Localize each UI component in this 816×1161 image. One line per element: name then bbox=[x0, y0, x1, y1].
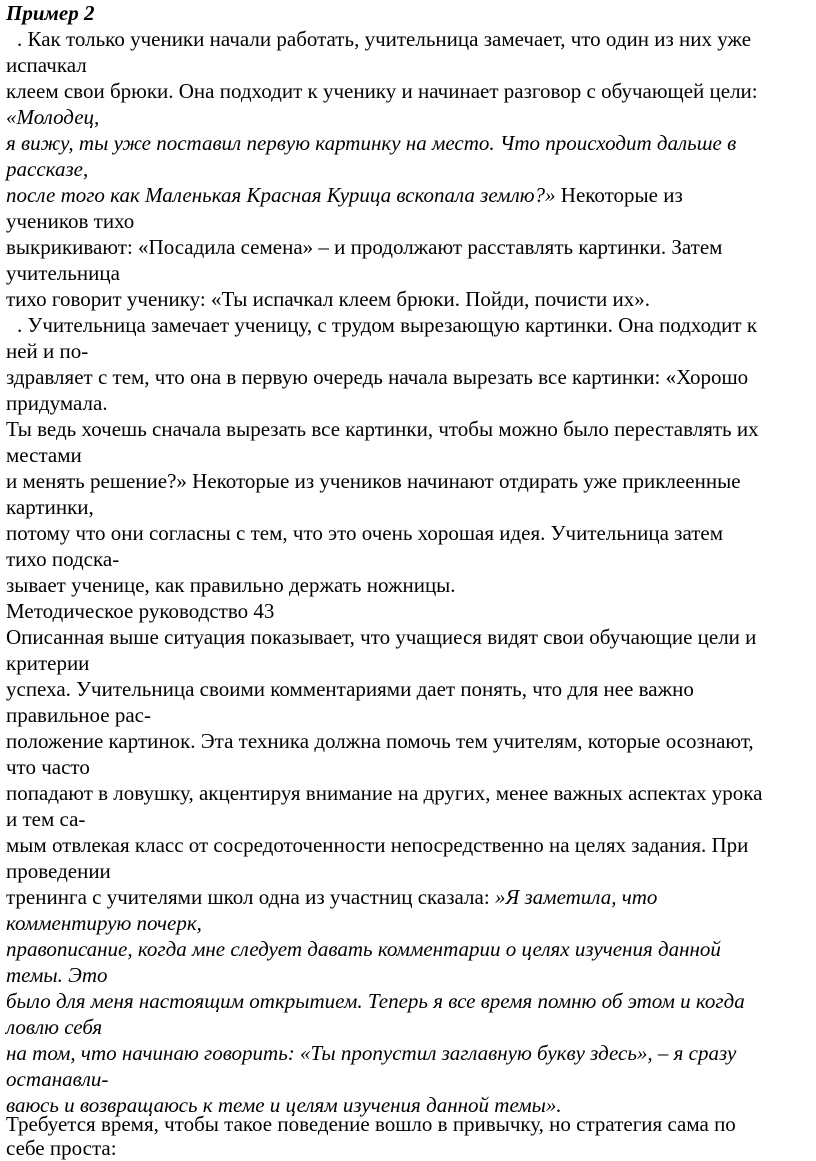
text-line bbox=[6, 182, 816, 208]
text-line-italic: ваюсь и возвращаюсь к теме и целям изучения данной темы». bbox=[6, 1093, 562, 1117]
text-line: правильное рас- bbox=[6, 703, 151, 727]
text-segment: тренинга с учителями школ одна из участниц сказала: bbox=[6, 885, 495, 909]
text-line-italic: правописание, когда мне следует давать комментарии о целях изучения данной bbox=[6, 937, 721, 961]
text-line-italic: рассказе, bbox=[6, 157, 89, 181]
text-line: потому что они согласны с тем, что это очень хорошая идея. Учительница затем bbox=[6, 521, 724, 545]
text-line-italic: темы. Это bbox=[6, 963, 108, 987]
text-line: Требуется время, чтобы такое поведение вошло в привычку, но стратегия сама по bbox=[6, 1112, 736, 1136]
text-line: . Учительница замечает ученицу, с трудом вырезающую картинки. Она подходит к bbox=[17, 313, 758, 337]
text-line: клеем свои брюки. Она подходит к ученику и начинает разговор с обучающей цели: bbox=[6, 79, 758, 103]
text-line-italic: я вижу, ты уже поставил первую картинку на место. Что происходит дальше в bbox=[6, 131, 737, 155]
text-line-italic: «Молодец, bbox=[6, 105, 100, 129]
example-heading: Пример 2 bbox=[6, 1, 95, 25]
text-line-italic: комментирую почерк, bbox=[6, 911, 202, 935]
text-line: тихо говорит ученику: «Ты испачкал клеем брюки. Пойди, почисти их». bbox=[6, 287, 651, 311]
text-line: что часто bbox=[6, 755, 90, 779]
text-line: и тем са- bbox=[6, 807, 86, 831]
text-line: положение картинок. Эта техника должна помочь тем учителям, которые осознают, bbox=[6, 729, 754, 753]
quote-italic: после того как Маленькая Красная Курица вскопала землю?» bbox=[6, 183, 556, 207]
text-line-italic: было для меня настоящим открытием. Теперь я все время помню об этом и когда bbox=[6, 989, 745, 1013]
text-line: картинки, bbox=[6, 495, 94, 519]
text-line: Ты ведь хочешь сначала вырезать все картинки, чтобы можно было переставлять их bbox=[6, 417, 759, 441]
text-line: успеха. Учительница своими комментариями дает понять, что для нее важно bbox=[6, 677, 694, 701]
quote-italic: »Я заметила, что bbox=[494, 885, 658, 909]
text-line: Описанная выше ситуация показывает, что учащиеся видят свои обучающие цели и bbox=[6, 625, 757, 649]
text-line bbox=[6, 884, 816, 910]
text-line: . Как только ученики начали работать, учительница замечает, что один из них уже bbox=[17, 27, 752, 51]
text-line-italic: ловлю себя bbox=[6, 1015, 103, 1039]
text-line: мым отвлекая класс от сосредоточенности непосредственно на целях задания. При bbox=[6, 833, 749, 857]
text-line: зывает ученице, как правильно держать ножницы. bbox=[6, 573, 456, 597]
text-line-italic: останавли- bbox=[6, 1067, 109, 1091]
text-line: и менять решение?» Некоторые из учеников начинают отдирать уже приклеенные bbox=[6, 469, 741, 493]
text-line: выкрикивают: «Посадила семена» – и продолжают расставлять картинки. Затем bbox=[6, 235, 723, 259]
text-line-italic: на том, что начинаю говорить: «Ты пропустил заглавную букву здесь», – я сразу bbox=[6, 1041, 737, 1065]
text-line: придумала. bbox=[6, 391, 108, 415]
text-line: критерии bbox=[6, 651, 90, 675]
text-line: ней и по- bbox=[6, 339, 89, 363]
text-segment: Некоторые из bbox=[555, 183, 683, 207]
text-line: испачкал bbox=[6, 53, 87, 77]
text-line: попадают в ловушку, акцентируя внимание на других, менее важных аспектах урока bbox=[6, 781, 763, 805]
text-line: проведении bbox=[6, 859, 111, 883]
text-line: тихо подска- bbox=[6, 547, 120, 571]
text-line: местами bbox=[6, 443, 82, 467]
running-header: Методическое руководство 43 bbox=[6, 599, 275, 623]
text-line: себе проста: bbox=[6, 1136, 117, 1160]
text-line: здравляет с тем, что она в первую очередь начала вырезать все картинки: «Хорошо bbox=[6, 365, 749, 389]
text-line: учительница bbox=[6, 261, 120, 285]
text-line: учеников тихо bbox=[6, 209, 135, 233]
